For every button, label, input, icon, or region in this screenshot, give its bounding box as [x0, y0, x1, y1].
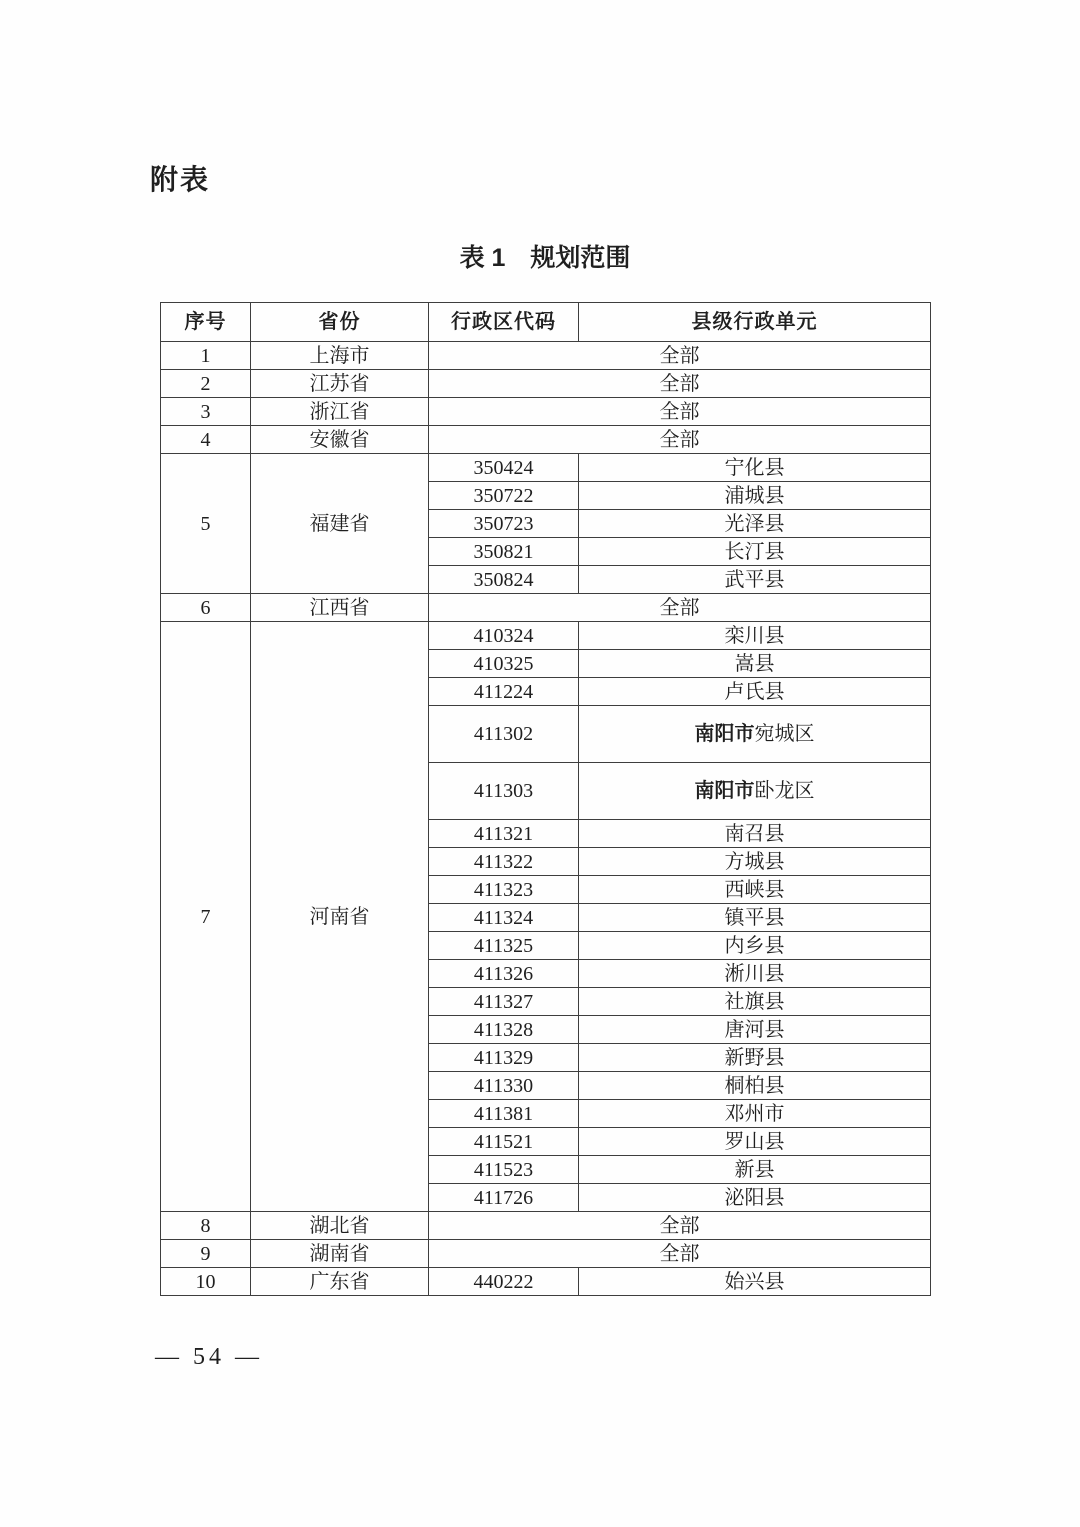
unit-cell: [579, 482, 931, 510]
appendix-heading: 附表: [150, 164, 211, 195]
table-header-row: [161, 303, 931, 342]
unit-name: 西峡县: [724, 878, 785, 901]
unit-name: 光泽县: [724, 512, 785, 535]
unit-cell: [579, 988, 931, 1016]
unit-cell: [579, 1016, 931, 1044]
column-header: 省份: [251, 303, 429, 342]
seq-cell: 8: [161, 1212, 251, 1240]
unit-name: 宛城区: [754, 723, 815, 745]
code-cell: 411523: [429, 1156, 579, 1184]
code-cell: 411224: [429, 678, 579, 706]
province-cell: 江西省: [251, 594, 429, 622]
code-cell: 350424: [429, 454, 579, 482]
code-cell: 411322: [429, 848, 579, 876]
seq-cell: 7: [161, 622, 251, 1212]
unit-cell: [579, 678, 931, 706]
unit-cell: [579, 763, 931, 820]
planning-scope-table: [160, 302, 931, 1296]
code-cell: 411330: [429, 1072, 579, 1100]
code-cell: 440222: [429, 1268, 579, 1296]
unit-cell: [579, 622, 931, 650]
unit-name: 卢氏县: [724, 680, 785, 703]
code-cell: 350821: [429, 538, 579, 566]
unit-city-prefix: 南阳市: [694, 780, 755, 802]
table-row: [161, 622, 931, 650]
unit-name: 桐柏县: [724, 1074, 785, 1097]
unit-cell: [579, 566, 931, 594]
seq-cell: 10: [161, 1268, 251, 1296]
unit-cell: [579, 706, 931, 763]
unit-name: 宁化县: [724, 456, 785, 479]
table-row: [161, 594, 931, 622]
seq-cell: 9: [161, 1240, 251, 1268]
code-cell: 411325: [429, 932, 579, 960]
unit-name: 内乡县: [724, 934, 785, 957]
unit-name: 邓州市: [724, 1102, 785, 1125]
table-row: [161, 1240, 931, 1268]
seq-cell: 1: [161, 342, 251, 370]
code-cell: 350723: [429, 510, 579, 538]
table-row: [161, 1268, 931, 1296]
seq-cell: 6: [161, 594, 251, 622]
code-cell: 411327: [429, 988, 579, 1016]
code-cell: 411381: [429, 1100, 579, 1128]
province-cell: 安徽省: [251, 426, 429, 454]
unit-name: 新野县: [724, 1046, 785, 1069]
scope-cell: 全部: [429, 594, 931, 622]
column-header: 行政区代码: [429, 303, 579, 342]
table-row: [161, 398, 931, 426]
code-cell: 411321: [429, 820, 579, 848]
scope-cell: 全部: [429, 1212, 931, 1240]
province-cell: 浙江省: [251, 398, 429, 426]
unit-name: 栾川县: [724, 624, 785, 647]
unit-cell: [579, 932, 931, 960]
code-cell: 411323: [429, 876, 579, 904]
code-cell: 411326: [429, 960, 579, 988]
unit-name: 唐河县: [724, 1018, 785, 1041]
column-header: 序号: [161, 303, 251, 342]
province-cell: 上海市: [251, 342, 429, 370]
seq-cell: 2: [161, 370, 251, 398]
scope-cell: 全部: [429, 398, 931, 426]
unit-cell: [579, 538, 931, 566]
unit-name: 社旗县: [724, 990, 785, 1013]
province-cell: 河南省: [251, 622, 429, 1212]
unit-cell: [579, 1072, 931, 1100]
code-cell: 410325: [429, 650, 579, 678]
scope-cell: 全部: [429, 1240, 931, 1268]
province-cell: 广东省: [251, 1268, 429, 1296]
unit-name: 长汀县: [724, 540, 785, 563]
unit-name: 南召县: [724, 822, 785, 845]
unit-name: 新县: [734, 1158, 775, 1181]
unit-cell: [579, 1100, 931, 1128]
code-cell: 411303: [429, 763, 579, 820]
code-cell: 411328: [429, 1016, 579, 1044]
code-cell: 411324: [429, 904, 579, 932]
unit-cell: [579, 1268, 931, 1296]
scope-cell: 全部: [429, 370, 931, 398]
table-row: [161, 454, 931, 482]
unit-cell: [579, 820, 931, 848]
unit-name: 淅川县: [724, 962, 785, 985]
unit-cell: [579, 1184, 931, 1212]
unit-cell: [579, 876, 931, 904]
unit-name: 镇平县: [724, 906, 785, 929]
unit-name: 方城县: [724, 850, 785, 873]
unit-cell: [579, 1128, 931, 1156]
code-cell: 411726: [429, 1184, 579, 1212]
table-row: [161, 1212, 931, 1240]
unit-name: 嵩县: [734, 652, 775, 675]
unit-cell: [579, 904, 931, 932]
unit-name: 泌阳县: [724, 1186, 785, 1209]
code-cell: 411521: [429, 1128, 579, 1156]
table-row: [161, 342, 931, 370]
unit-cell: [579, 1044, 931, 1072]
province-cell: 湖南省: [251, 1240, 429, 1268]
seq-cell: 3: [161, 398, 251, 426]
code-cell: 350824: [429, 566, 579, 594]
seq-cell: 4: [161, 426, 251, 454]
province-cell: 湖北省: [251, 1212, 429, 1240]
table-row: [161, 426, 931, 454]
code-cell: 350722: [429, 482, 579, 510]
code-cell: 411329: [429, 1044, 579, 1072]
seq-cell: 5: [161, 454, 251, 594]
unit-city-prefix: 南阳市: [694, 723, 755, 745]
unit-name: 武平县: [724, 568, 785, 591]
scope-cell: 全部: [429, 426, 931, 454]
page-number: — 54 —: [155, 1344, 263, 1370]
table-title: 表 1 规划范围: [459, 244, 631, 272]
province-cell: 福建省: [251, 454, 429, 594]
column-header: 县级行政单元: [579, 303, 931, 342]
scope-cell: 全部: [429, 342, 931, 370]
code-cell: 411302: [429, 706, 579, 763]
unit-name: 始兴县: [724, 1270, 785, 1293]
unit-cell: [579, 454, 931, 482]
table-row: [161, 370, 931, 398]
unit-name: 卧龙区: [754, 780, 815, 802]
unit-cell: [579, 960, 931, 988]
province-cell: 江苏省: [251, 370, 429, 398]
unit-cell: [579, 848, 931, 876]
code-cell: 410324: [429, 622, 579, 650]
unit-name: 浦城县: [724, 484, 785, 507]
unit-cell: [579, 650, 931, 678]
unit-name: 罗山县: [724, 1130, 785, 1153]
unit-cell: [579, 1156, 931, 1184]
unit-cell: [579, 510, 931, 538]
